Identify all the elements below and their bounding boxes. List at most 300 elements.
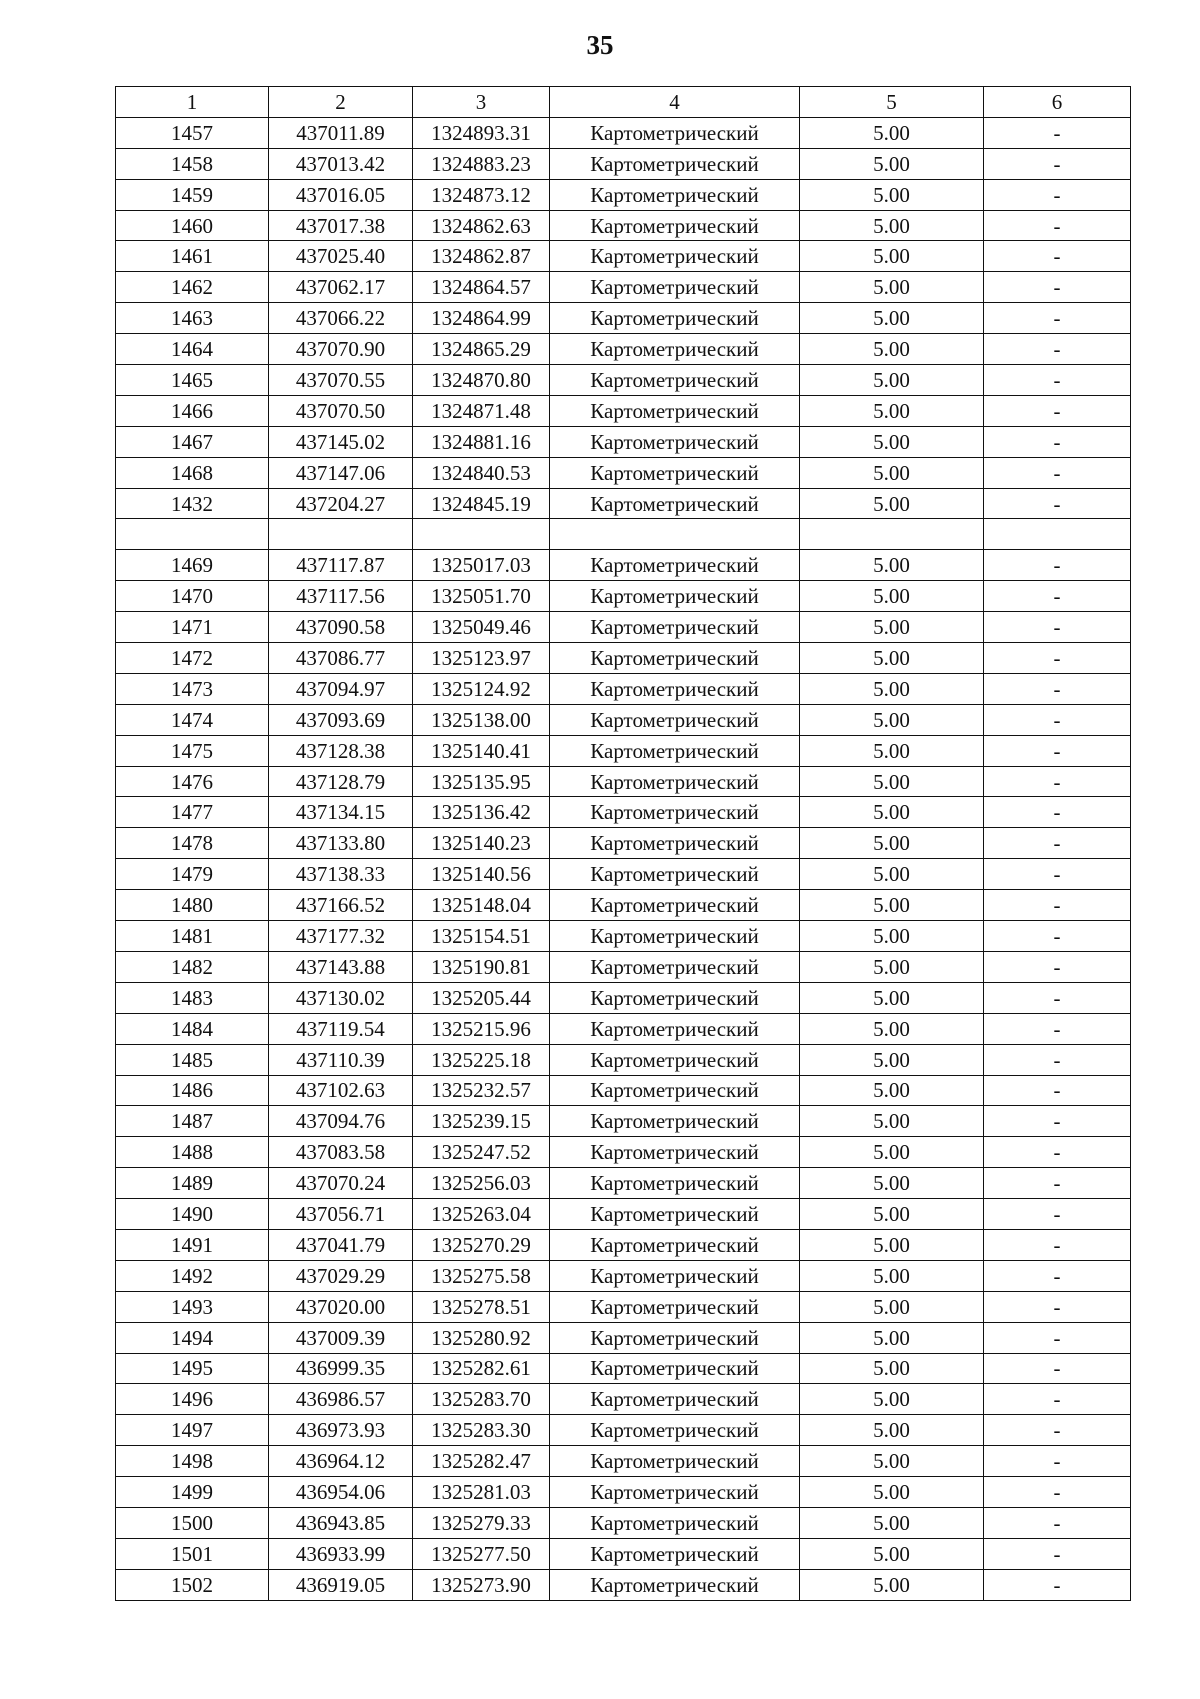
table-row — [116, 1260, 1131, 1291]
y-coordinate-cell: 1325279.33 — [413, 1507, 550, 1538]
table-row — [116, 210, 1131, 241]
method-cell: Картометрический — [550, 1137, 800, 1168]
method-cell: Картометрический — [550, 334, 800, 365]
method-cell: Картометрический — [550, 1538, 800, 1569]
note-cell: - — [984, 179, 1131, 210]
column-header: 6 — [984, 87, 1131, 118]
y-coordinate-cell: 1325283.70 — [413, 1384, 550, 1415]
x-coordinate-cell: 437094.76 — [269, 1106, 413, 1137]
point-number-cell: 1458 — [116, 148, 269, 179]
note-cell: - — [984, 1538, 1131, 1569]
accuracy-cell: 5.00 — [800, 179, 984, 210]
table-row — [116, 1569, 1131, 1600]
accuracy-cell: 5.00 — [800, 303, 984, 334]
y-coordinate-cell: 1325232.57 — [413, 1075, 550, 1106]
point-number-cell: 1481 — [116, 921, 269, 952]
accuracy-cell: 5.00 — [800, 148, 984, 179]
accuracy-cell: 5.00 — [800, 1322, 984, 1353]
y-coordinate-cell: 1325136.42 — [413, 797, 550, 828]
x-coordinate-cell: 437041.79 — [269, 1229, 413, 1260]
x-coordinate-cell: 437094.97 — [269, 673, 413, 704]
x-coordinate-cell: 437017.38 — [269, 210, 413, 241]
note-cell: - — [984, 303, 1131, 334]
table-row — [116, 673, 1131, 704]
method-cell: Картометрический — [550, 1044, 800, 1075]
point-number-cell: 1495 — [116, 1353, 269, 1384]
note-cell: - — [984, 766, 1131, 797]
method-cell: Картометрический — [550, 1229, 800, 1260]
accuracy-cell: 5.00 — [800, 766, 984, 797]
y-coordinate-cell: 1324881.16 — [413, 426, 550, 457]
point-number-cell: 1462 — [116, 272, 269, 303]
method-cell: Картометрический — [550, 890, 800, 921]
method-cell: Картометрический — [550, 241, 800, 272]
table-row — [116, 797, 1131, 828]
table-row — [116, 303, 1131, 334]
point-number-cell: 1485 — [116, 1044, 269, 1075]
method-cell: Картометрический — [550, 1013, 800, 1044]
accuracy-cell: 5.00 — [800, 982, 984, 1013]
table-row — [116, 334, 1131, 365]
point-number-cell: 1502 — [116, 1569, 269, 1600]
table-row — [116, 951, 1131, 982]
note-cell: - — [984, 1291, 1131, 1322]
table-row — [116, 241, 1131, 272]
accuracy-cell: 5.00 — [800, 1199, 984, 1230]
x-coordinate-cell: 436943.85 — [269, 1507, 413, 1538]
note-cell: - — [984, 1075, 1131, 1106]
y-coordinate-cell: 1325154.51 — [413, 921, 550, 952]
y-coordinate-cell: 1325017.03 — [413, 550, 550, 581]
x-coordinate-cell: 437056.71 — [269, 1199, 413, 1230]
note-cell: - — [984, 1229, 1131, 1260]
point-number-cell: 1459 — [116, 179, 269, 210]
note-cell: - — [984, 1013, 1131, 1044]
x-coordinate-cell: 436986.57 — [269, 1384, 413, 1415]
note-cell: - — [984, 550, 1131, 581]
point-number-cell: 1476 — [116, 766, 269, 797]
y-coordinate-cell: 1325263.04 — [413, 1199, 550, 1230]
table-row — [116, 1353, 1131, 1384]
note-cell: - — [984, 365, 1131, 396]
method-cell: Картометрический — [550, 1384, 800, 1415]
note-cell: - — [984, 704, 1131, 735]
table-row — [116, 643, 1131, 674]
method-cell: Картометрический — [550, 1353, 800, 1384]
column-header: 5 — [800, 87, 984, 118]
accuracy-cell: 5.00 — [800, 1229, 984, 1260]
point-number-cell: 1470 — [116, 581, 269, 612]
x-coordinate-cell: 437011.89 — [269, 117, 413, 148]
table-row — [116, 735, 1131, 766]
x-coordinate-cell: 437119.54 — [269, 1013, 413, 1044]
point-number-cell: 1493 — [116, 1291, 269, 1322]
point-number-cell: 1461 — [116, 241, 269, 272]
accuracy-cell: 5.00 — [800, 921, 984, 952]
x-coordinate-cell: 437102.63 — [269, 1075, 413, 1106]
y-coordinate-cell: 1324870.80 — [413, 365, 550, 396]
accuracy-cell: 5.00 — [800, 643, 984, 674]
x-coordinate-cell: 437016.05 — [269, 179, 413, 210]
x-coordinate-cell: 437013.42 — [269, 148, 413, 179]
y-coordinate-cell: 1325283.30 — [413, 1415, 550, 1446]
point-number-cell: 1457 — [116, 117, 269, 148]
x-coordinate-cell: 437204.27 — [269, 488, 413, 519]
method-cell — [550, 519, 800, 550]
method-cell: Картометрический — [550, 704, 800, 735]
y-coordinate-cell: 1325273.90 — [413, 1569, 550, 1600]
accuracy-cell — [800, 519, 984, 550]
point-number-cell: 1468 — [116, 457, 269, 488]
x-coordinate-cell: 436933.99 — [269, 1538, 413, 1569]
table-row — [116, 1013, 1131, 1044]
y-coordinate-cell: 1325140.56 — [413, 859, 550, 890]
x-coordinate-cell: 437062.17 — [269, 272, 413, 303]
point-number-cell: 1501 — [116, 1538, 269, 1569]
point-number-cell: 1464 — [116, 334, 269, 365]
y-coordinate-cell: 1324893.31 — [413, 117, 550, 148]
table-row — [116, 1446, 1131, 1477]
accuracy-cell: 5.00 — [800, 426, 984, 457]
accuracy-cell: 5.00 — [800, 1044, 984, 1075]
table-row — [116, 519, 1131, 550]
table-row — [116, 179, 1131, 210]
x-coordinate-cell: 437083.58 — [269, 1137, 413, 1168]
method-cell: Картометрический — [550, 179, 800, 210]
x-coordinate-cell: 437029.29 — [269, 1260, 413, 1291]
y-coordinate-cell: 1324864.99 — [413, 303, 550, 334]
method-cell: Картометрический — [550, 735, 800, 766]
table-row — [116, 1322, 1131, 1353]
table-row — [116, 1291, 1131, 1322]
x-coordinate-cell: 437128.79 — [269, 766, 413, 797]
table-row — [116, 550, 1131, 581]
method-cell: Картометрический — [550, 1446, 800, 1477]
x-coordinate-cell: 436919.05 — [269, 1569, 413, 1600]
table-row — [116, 1229, 1131, 1260]
method-cell: Картометрический — [550, 612, 800, 643]
note-cell: - — [984, 117, 1131, 148]
y-coordinate-cell: 1325205.44 — [413, 982, 550, 1013]
table-row — [116, 1199, 1131, 1230]
accuracy-cell: 5.00 — [800, 612, 984, 643]
accuracy-cell: 5.00 — [800, 828, 984, 859]
y-coordinate-cell: 1325190.81 — [413, 951, 550, 982]
accuracy-cell: 5.00 — [800, 1075, 984, 1106]
table-row — [116, 117, 1131, 148]
method-cell: Картометрический — [550, 1569, 800, 1600]
accuracy-cell: 5.00 — [800, 1446, 984, 1477]
point-number-cell: 1473 — [116, 673, 269, 704]
point-number-cell: 1463 — [116, 303, 269, 334]
method-cell: Картометрический — [550, 581, 800, 612]
note-cell: - — [984, 1384, 1131, 1415]
method-cell: Картометрический — [550, 1477, 800, 1508]
column-header: 3 — [413, 87, 550, 118]
method-cell: Картометрический — [550, 272, 800, 303]
table-row — [116, 1477, 1131, 1508]
note-cell: - — [984, 581, 1131, 612]
y-coordinate-cell: 1325281.03 — [413, 1477, 550, 1508]
accuracy-cell: 5.00 — [800, 797, 984, 828]
x-coordinate-cell: 437134.15 — [269, 797, 413, 828]
point-number-cell: 1499 — [116, 1477, 269, 1508]
coordinates-table — [115, 86, 1131, 1601]
x-coordinate-cell: 437090.58 — [269, 612, 413, 643]
note-cell: - — [984, 1044, 1131, 1075]
x-coordinate-cell: 436999.35 — [269, 1353, 413, 1384]
accuracy-cell: 5.00 — [800, 241, 984, 272]
x-coordinate-cell: 437020.00 — [269, 1291, 413, 1322]
accuracy-cell: 5.00 — [800, 673, 984, 704]
method-cell: Картометрический — [550, 828, 800, 859]
method-cell: Картометрический — [550, 1106, 800, 1137]
column-header: 2 — [269, 87, 413, 118]
table-row — [116, 859, 1131, 890]
y-coordinate-cell: 1324864.57 — [413, 272, 550, 303]
table-row — [116, 1075, 1131, 1106]
y-coordinate-cell: 1325282.61 — [413, 1353, 550, 1384]
method-cell: Картометрический — [550, 488, 800, 519]
method-cell: Картометрический — [550, 457, 800, 488]
method-cell: Картометрический — [550, 1415, 800, 1446]
x-coordinate-cell: 437145.02 — [269, 426, 413, 457]
accuracy-cell: 5.00 — [800, 1538, 984, 1569]
note-cell: - — [984, 210, 1131, 241]
y-coordinate-cell: 1325140.41 — [413, 735, 550, 766]
y-coordinate-cell: 1325282.47 — [413, 1446, 550, 1477]
point-number-cell: 1497 — [116, 1415, 269, 1446]
point-number-cell: 1460 — [116, 210, 269, 241]
note-cell: - — [984, 1137, 1131, 1168]
accuracy-cell: 5.00 — [800, 1384, 984, 1415]
y-coordinate-cell: 1325051.70 — [413, 581, 550, 612]
table-row — [116, 1106, 1131, 1137]
note-cell: - — [984, 673, 1131, 704]
note-cell: - — [984, 1106, 1131, 1137]
table-row — [116, 488, 1131, 519]
table-row — [116, 457, 1131, 488]
accuracy-cell: 5.00 — [800, 1291, 984, 1322]
note-cell: - — [984, 488, 1131, 519]
accuracy-cell: 5.00 — [800, 1507, 984, 1538]
table-row — [116, 581, 1131, 612]
point-number-cell: 1483 — [116, 982, 269, 1013]
note-cell: - — [984, 859, 1131, 890]
point-number-cell: 1494 — [116, 1322, 269, 1353]
point-number-cell: 1486 — [116, 1075, 269, 1106]
method-cell: Картометрический — [550, 1322, 800, 1353]
table-row — [116, 766, 1131, 797]
y-coordinate-cell: 1325278.51 — [413, 1291, 550, 1322]
point-number-cell: 1496 — [116, 1384, 269, 1415]
table-row — [116, 395, 1131, 426]
note-cell: - — [984, 457, 1131, 488]
table-row — [116, 921, 1131, 952]
note-cell: - — [984, 890, 1131, 921]
method-cell: Картометрический — [550, 921, 800, 952]
method-cell: Картометрический — [550, 303, 800, 334]
table-row — [116, 365, 1131, 396]
x-coordinate-cell: 437110.39 — [269, 1044, 413, 1075]
accuracy-cell: 5.00 — [800, 581, 984, 612]
point-number-cell: 1484 — [116, 1013, 269, 1044]
table-row — [116, 1538, 1131, 1569]
note-cell: - — [984, 1322, 1131, 1353]
accuracy-cell: 5.00 — [800, 1477, 984, 1508]
table-row — [116, 1168, 1131, 1199]
point-number-cell: 1498 — [116, 1446, 269, 1477]
method-cell: Картометрический — [550, 148, 800, 179]
y-coordinate-cell: 1324883.23 — [413, 148, 550, 179]
column-header: 4 — [550, 87, 800, 118]
accuracy-cell: 5.00 — [800, 1106, 984, 1137]
accuracy-cell: 5.00 — [800, 272, 984, 303]
x-coordinate-cell: 436964.12 — [269, 1446, 413, 1477]
method-cell: Картометрический — [550, 210, 800, 241]
x-coordinate-cell: 437128.38 — [269, 735, 413, 766]
accuracy-cell: 5.00 — [800, 890, 984, 921]
table-row — [116, 612, 1131, 643]
method-cell: Картометрический — [550, 766, 800, 797]
x-coordinate-cell: 436973.93 — [269, 1415, 413, 1446]
accuracy-cell: 5.00 — [800, 1415, 984, 1446]
method-cell: Картометрический — [550, 426, 800, 457]
table-row — [116, 148, 1131, 179]
point-number-cell: 1478 — [116, 828, 269, 859]
accuracy-cell: 5.00 — [800, 488, 984, 519]
page-number: 35 — [586, 30, 614, 60]
x-coordinate-cell: 437070.24 — [269, 1168, 413, 1199]
note-cell: - — [984, 1569, 1131, 1600]
accuracy-cell: 5.00 — [800, 1569, 984, 1600]
y-coordinate-cell: 1325225.18 — [413, 1044, 550, 1075]
y-coordinate-cell: 1325270.29 — [413, 1229, 550, 1260]
y-coordinate-cell: 1324871.48 — [413, 395, 550, 426]
accuracy-cell: 5.00 — [800, 735, 984, 766]
note-cell: - — [984, 797, 1131, 828]
method-cell: Картометрический — [550, 673, 800, 704]
point-number-cell — [116, 519, 269, 550]
accuracy-cell: 5.00 — [800, 704, 984, 735]
y-coordinate-cell: 1325135.95 — [413, 766, 550, 797]
accuracy-cell: 5.00 — [800, 550, 984, 581]
x-coordinate-cell: 437147.06 — [269, 457, 413, 488]
x-coordinate-cell: 437070.50 — [269, 395, 413, 426]
x-coordinate-cell: 437130.02 — [269, 982, 413, 1013]
y-coordinate-cell: 1324845.19 — [413, 488, 550, 519]
table-row — [116, 890, 1131, 921]
point-number-cell: 1472 — [116, 643, 269, 674]
table-body — [116, 117, 1131, 1600]
method-cell: Картометрический — [550, 982, 800, 1013]
accuracy-cell: 5.00 — [800, 457, 984, 488]
table-row — [116, 1415, 1131, 1446]
table-row — [116, 426, 1131, 457]
point-number-cell: 1469 — [116, 550, 269, 581]
accuracy-cell: 5.00 — [800, 1353, 984, 1384]
method-cell: Картометрический — [550, 395, 800, 426]
note-cell — [984, 519, 1131, 550]
accuracy-cell: 5.00 — [800, 210, 984, 241]
point-number-cell: 1471 — [116, 612, 269, 643]
accuracy-cell: 5.00 — [800, 951, 984, 982]
accuracy-cell: 5.00 — [800, 395, 984, 426]
x-coordinate-cell: 437177.32 — [269, 921, 413, 952]
note-cell: - — [984, 1415, 1131, 1446]
accuracy-cell: 5.00 — [800, 859, 984, 890]
y-coordinate-cell: 1324840.53 — [413, 457, 550, 488]
y-coordinate-cell: 1325138.00 — [413, 704, 550, 735]
table-header-row — [116, 87, 1131, 118]
point-number-cell: 1479 — [116, 859, 269, 890]
accuracy-cell: 5.00 — [800, 334, 984, 365]
point-number-cell: 1477 — [116, 797, 269, 828]
method-cell: Картометрический — [550, 1507, 800, 1538]
y-coordinate-cell: 1325247.52 — [413, 1137, 550, 1168]
note-cell: - — [984, 735, 1131, 766]
point-number-cell: 1488 — [116, 1137, 269, 1168]
accuracy-cell: 5.00 — [800, 117, 984, 148]
table-row — [116, 828, 1131, 859]
point-number-cell: 1482 — [116, 951, 269, 982]
method-cell: Картометрический — [550, 117, 800, 148]
x-coordinate-cell: 437086.77 — [269, 643, 413, 674]
note-cell: - — [984, 426, 1131, 457]
x-coordinate-cell: 436954.06 — [269, 1477, 413, 1508]
note-cell: - — [984, 148, 1131, 179]
method-cell: Картометрический — [550, 797, 800, 828]
y-coordinate-cell: 1325280.92 — [413, 1322, 550, 1353]
note-cell: - — [984, 1260, 1131, 1291]
method-cell: Картометрический — [550, 550, 800, 581]
x-coordinate-cell: 437166.52 — [269, 890, 413, 921]
point-number-cell: 1492 — [116, 1260, 269, 1291]
method-cell: Картометрический — [550, 1260, 800, 1291]
point-number-cell: 1465 — [116, 365, 269, 396]
note-cell: - — [984, 643, 1131, 674]
note-cell: - — [984, 1199, 1131, 1230]
y-coordinate-cell: 1325049.46 — [413, 612, 550, 643]
x-coordinate-cell: 437093.69 — [269, 704, 413, 735]
table-row — [116, 1044, 1131, 1075]
note-cell: - — [984, 1507, 1131, 1538]
y-coordinate-cell: 1325123.97 — [413, 643, 550, 674]
y-coordinate-cell: 1325148.04 — [413, 890, 550, 921]
x-coordinate-cell: 437025.40 — [269, 241, 413, 272]
y-coordinate-cell: 1324862.87 — [413, 241, 550, 272]
point-number-cell: 1491 — [116, 1229, 269, 1260]
point-number-cell: 1474 — [116, 704, 269, 735]
x-coordinate-cell: 437070.90 — [269, 334, 413, 365]
accuracy-cell: 5.00 — [800, 1013, 984, 1044]
table-row — [116, 1507, 1131, 1538]
method-cell: Картометрический — [550, 1075, 800, 1106]
point-number-cell: 1467 — [116, 426, 269, 457]
x-coordinate-cell: 437117.87 — [269, 550, 413, 581]
note-cell: - — [984, 272, 1131, 303]
y-coordinate-cell — [413, 519, 550, 550]
y-coordinate-cell: 1325275.58 — [413, 1260, 550, 1291]
note-cell: - — [984, 1168, 1131, 1199]
x-coordinate-cell: 437066.22 — [269, 303, 413, 334]
table-row — [116, 982, 1131, 1013]
table-row — [116, 1137, 1131, 1168]
point-number-cell: 1432 — [116, 488, 269, 519]
x-coordinate-cell: 437138.33 — [269, 859, 413, 890]
method-cell: Картометрический — [550, 365, 800, 396]
note-cell: - — [984, 828, 1131, 859]
